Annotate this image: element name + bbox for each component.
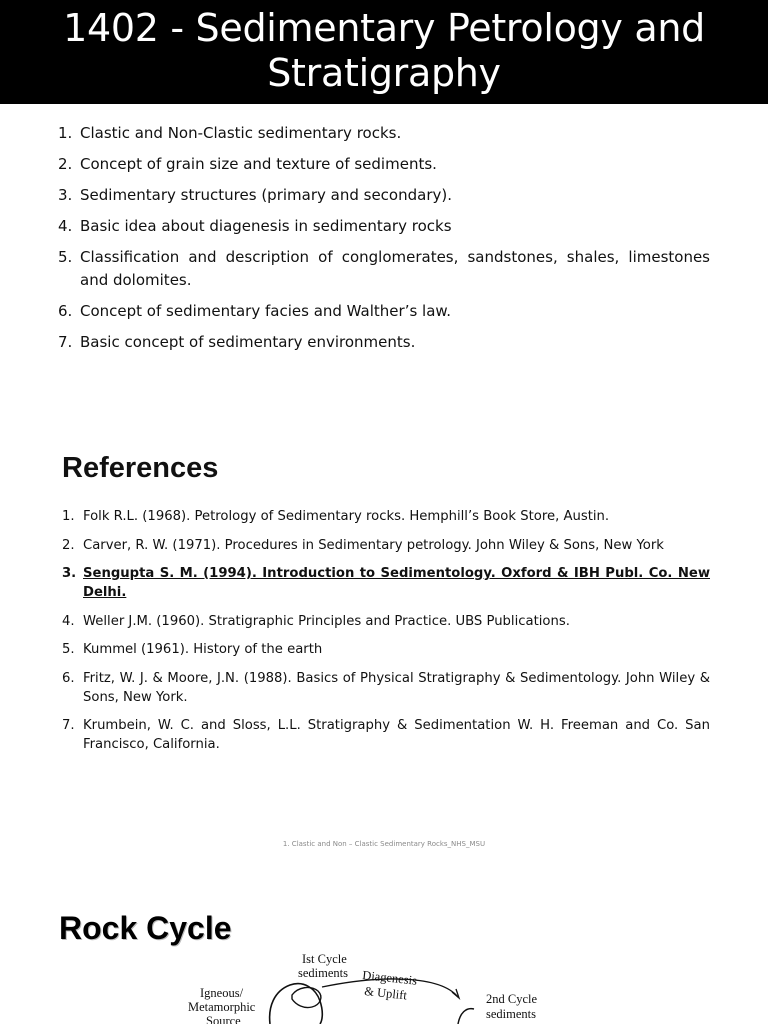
reference-number: 6.	[62, 670, 75, 686]
page-title	[0, 0, 768, 96]
syllabus-item-text: Sedimentary structures (primary and secondary).	[80, 186, 452, 204]
reference-number: 1.	[62, 509, 75, 524]
reference-item	[62, 669, 710, 707]
rock-cycle-heading: Rock Cycle	[59, 910, 232, 946]
syllabus-item-number: 2.	[58, 155, 73, 173]
syllabus-item	[58, 184, 710, 207]
syllabus-item	[58, 153, 710, 176]
syllabus-item-text: Clastic and Non-Clastic sedimentary rocks.	[80, 124, 402, 142]
reference-number: 3.	[62, 566, 77, 581]
reference-number: 7.	[62, 718, 75, 733]
syllabus-item-text: Concept of sedimentary facies and Walther’s law.	[80, 302, 452, 320]
reference-text: Fritz, W. J. & Moore, J.N. (1988). Basics of Physical Stratigraphy & Sedimentology. John Wiley & Sons, New York.	[83, 670, 710, 705]
syllabus-item	[58, 331, 710, 354]
second-cycle-label-line-2: sediments	[486, 1007, 536, 1021]
first-cycle-sediment-shape	[292, 988, 321, 1008]
syllabus-item	[58, 215, 710, 238]
second-cycle-label-line-1: 2nd Cycle	[486, 992, 538, 1006]
source-label-line-1: Igneous/	[200, 986, 244, 1000]
reference-text: Sengupta S. M. (1994). Introduction to Sedimentology. Oxford & IBH Publ. Co. New Delhi.	[83, 566, 710, 600]
second-cycle-sediment-shape	[458, 1009, 474, 1024]
reference-number: 2.	[62, 537, 75, 553]
syllabus-item-number: 7.	[58, 333, 73, 351]
page-title-line-1: 1402 - Sedimentary Petrology and	[63, 6, 705, 50]
syllabus-list	[58, 122, 710, 362]
first-cycle-label-line-1: Ist Cycle	[302, 952, 347, 966]
rock-cycle-diagram	[140, 945, 610, 1024]
syllabus-item-number: 5.	[58, 248, 73, 266]
reference-number: 5.	[62, 642, 75, 657]
reference-text: Krumbein, W. C. and Sloss, L.L. Stratigraphy & Sedimentation W. H. Freeman and Co. San Francisco, California.	[83, 718, 710, 752]
syllabus-item-text: Concept of grain size and texture of sediments.	[80, 155, 437, 173]
syllabus-item-number: 1.	[58, 124, 73, 142]
reference-item	[62, 536, 710, 555]
references-list	[62, 507, 710, 764]
reference-item-highlighted	[62, 564, 710, 602]
reference-number: 4.	[62, 613, 75, 629]
reference-item	[62, 640, 710, 659]
reference-item	[62, 612, 710, 631]
syllabus-item-text: Classification and description of conglomerates, sandstones, shales, limestones and dolomites.	[80, 248, 710, 289]
page-title-line-2: Stratigraphy	[267, 51, 501, 95]
syllabus-item-number: 6.	[58, 302, 73, 320]
reference-item	[62, 507, 710, 526]
syllabus-item-number: 4.	[58, 217, 73, 235]
first-cycle-label-line-2: sediments	[298, 966, 348, 980]
slide-footer-note: 1. Clastic and Non – Clastic Sedimentary Rocks_NHS_MSU	[282, 840, 486, 848]
syllabus-item	[58, 246, 710, 292]
syllabus-item-text: Basic idea about diagenesis in sedimentary rocks	[80, 217, 452, 235]
reference-item	[62, 716, 710, 754]
syllabus-item	[58, 122, 710, 145]
reference-text: Folk R.L. (1968). Petrology of Sedimentary rocks. Hemphill’s Book Store, Austin.	[83, 509, 610, 524]
reference-text: Carver, R. W. (1971). Procedures in Sedimentary petrology. John Wiley & Sons, New York	[83, 537, 664, 553]
syllabus-item	[58, 300, 710, 323]
diagenesis-label-line-2: & Uplift	[363, 984, 408, 1003]
references-heading: References	[62, 452, 219, 484]
syllabus-item-number: 3.	[58, 186, 73, 204]
rock-cycle-diagram-svg	[140, 945, 610, 1024]
reference-text: Kummel (1961). History of the earth	[83, 642, 323, 657]
diagenesis-label-line-1: Diagenesis	[361, 968, 418, 988]
source-label-line-2: Metamorphic	[188, 1000, 256, 1014]
page-header	[0, 0, 768, 104]
reference-text: Weller J.M. (1960). Stratigraphic Principles and Practice. UBS Publications.	[83, 613, 570, 629]
source-label-line-3: Source	[206, 1014, 241, 1024]
syllabus-item-text: Basic concept of sedimentary environments.	[80, 333, 416, 351]
